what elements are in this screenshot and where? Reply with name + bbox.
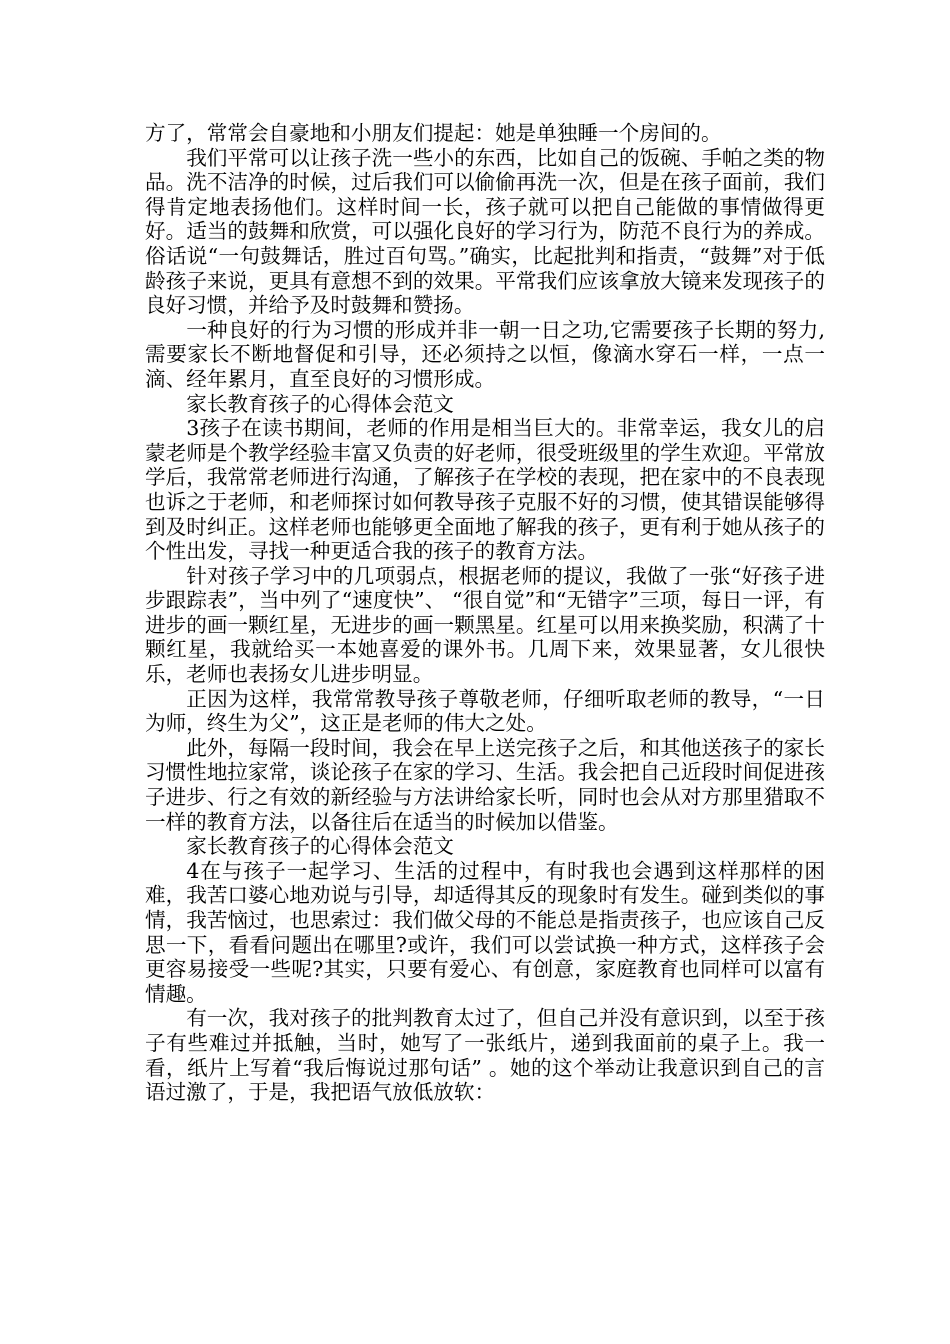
body-paragraph: 4在与孩子一起学习、生活的过程中，有时我也会遇到这样那样的困难，我苦口婆心地劝说与引导，却适得其反的现象时有发生。碰到类似的事情，我苦恼过，也思索过：我们做父母的不能总是指责孩子，也应该自己反思一下，看看问题出在哪里?或许，我们可以尝试换一种方式，这样孩子会更容易接受一些呢?其实，只要有爱心、有创意，家庭教育也同样可以富有情趣。	[145, 858, 825, 1006]
body-paragraph: 有一次，我对孩子的批判教育太过了，但自己并没有意识到，以至于孩子有些难过并抵触，当时，她写了一张纸片，递到我面前的桌子上。我一看，纸片上写着“我后悔说过那句话” 。她的这个举动让我意识到自己的言语过激了，于是，我把语气放低放软：	[145, 1006, 825, 1105]
body-paragraph: 正因为这样，我常常教导孩子尊敬老师，仔细听取老师的教导，“一日为师，终生为父”，这正是老师的伟大之处。	[145, 686, 825, 736]
body-paragraph: 一种良好的行为习惯的形成并非一朝一日之功,它需要孩子长期的努力,需要家长不断地督促和引导，还必须持之以恒，像滴水穿石一样，一点一滴、经年累月，直至良好的习惯形成。	[145, 317, 825, 391]
continuation-paragraph: 方了，常常会自豪地和小朋友们提起：她是单独睡一个房间的。	[145, 121, 722, 145]
body-paragraph: 针对孩子学习中的几项弱点，根据老师的提议，我做了一张“好孩子进步跟踪表”，当中列了“速度快”、 “很自觉”和“无错字”三项，每日一评，有进步的画一颗红星，无进步的画一颗黑星。红星可以用来换奖励，积满了十颗红星，我就给买一本她喜爱的课外书。几周下来，效果显著，女儿很快乐，老师也表扬女儿进步明显。	[145, 563, 825, 687]
document-body	[145, 121, 825, 1105]
section-heading: 家长教育孩子的心得体会范文	[186, 834, 454, 859]
body-paragraph: 3孩子在读书期间，老师的作用是相当巨大的。非常幸运，我女儿的启蒙老师是个教学经验丰富又负责的好老师，很受班级里的学生欢迎。平常放学后，我常常老师进行沟通，了解孩子在学校的表现，把在家中的不良表现也诉之于老师，和老师探讨如何教导孩子克服不好的习惯，使其错误能够得到及时纠正。这样老师也能够更全面地了解我的孩子，更有利于她从孩子的个性出发，寻找一种更适合我的孩子的教育方法。	[145, 416, 825, 564]
body-paragraph: 此外，每隔一段时间，我会在早上送完孩子之后，和其他送孩子的家长习惯性地拉家常，谈论孩子在家的学习、生活。我会把自己近段时间促进孩子进步、行之有效的新经验与方法讲给家长听，同时也会从对方那里猎取不一样的教育方法，以备往后在适当的时候加以借鉴。	[145, 735, 825, 834]
body-paragraph: 我们平常可以让孩子洗一些小的东西，比如自己的饭碗、手帕之类的物品。洗不洁净的时候，过后我们可以偷偷再洗一次，但是在孩子面前，我们得肯定地表扬他们。这样时间一长，孩子就可以把自己能做的事情做得更好。适当的鼓舞和欣赏，可以强化良好的学习行为，防范不良行为的养成。俗话说“一句鼓舞话，胜过百句骂。”确实，比起批判和指责，“鼓舞”对于低龄孩子来说，更具有意想不到的效果。平常我们应该拿放大镜来发现孩子的良好习惯，并给予及时鼓舞和赞扬。	[145, 145, 825, 318]
section-heading: 家长教育孩子的心得体会范文	[186, 391, 454, 416]
